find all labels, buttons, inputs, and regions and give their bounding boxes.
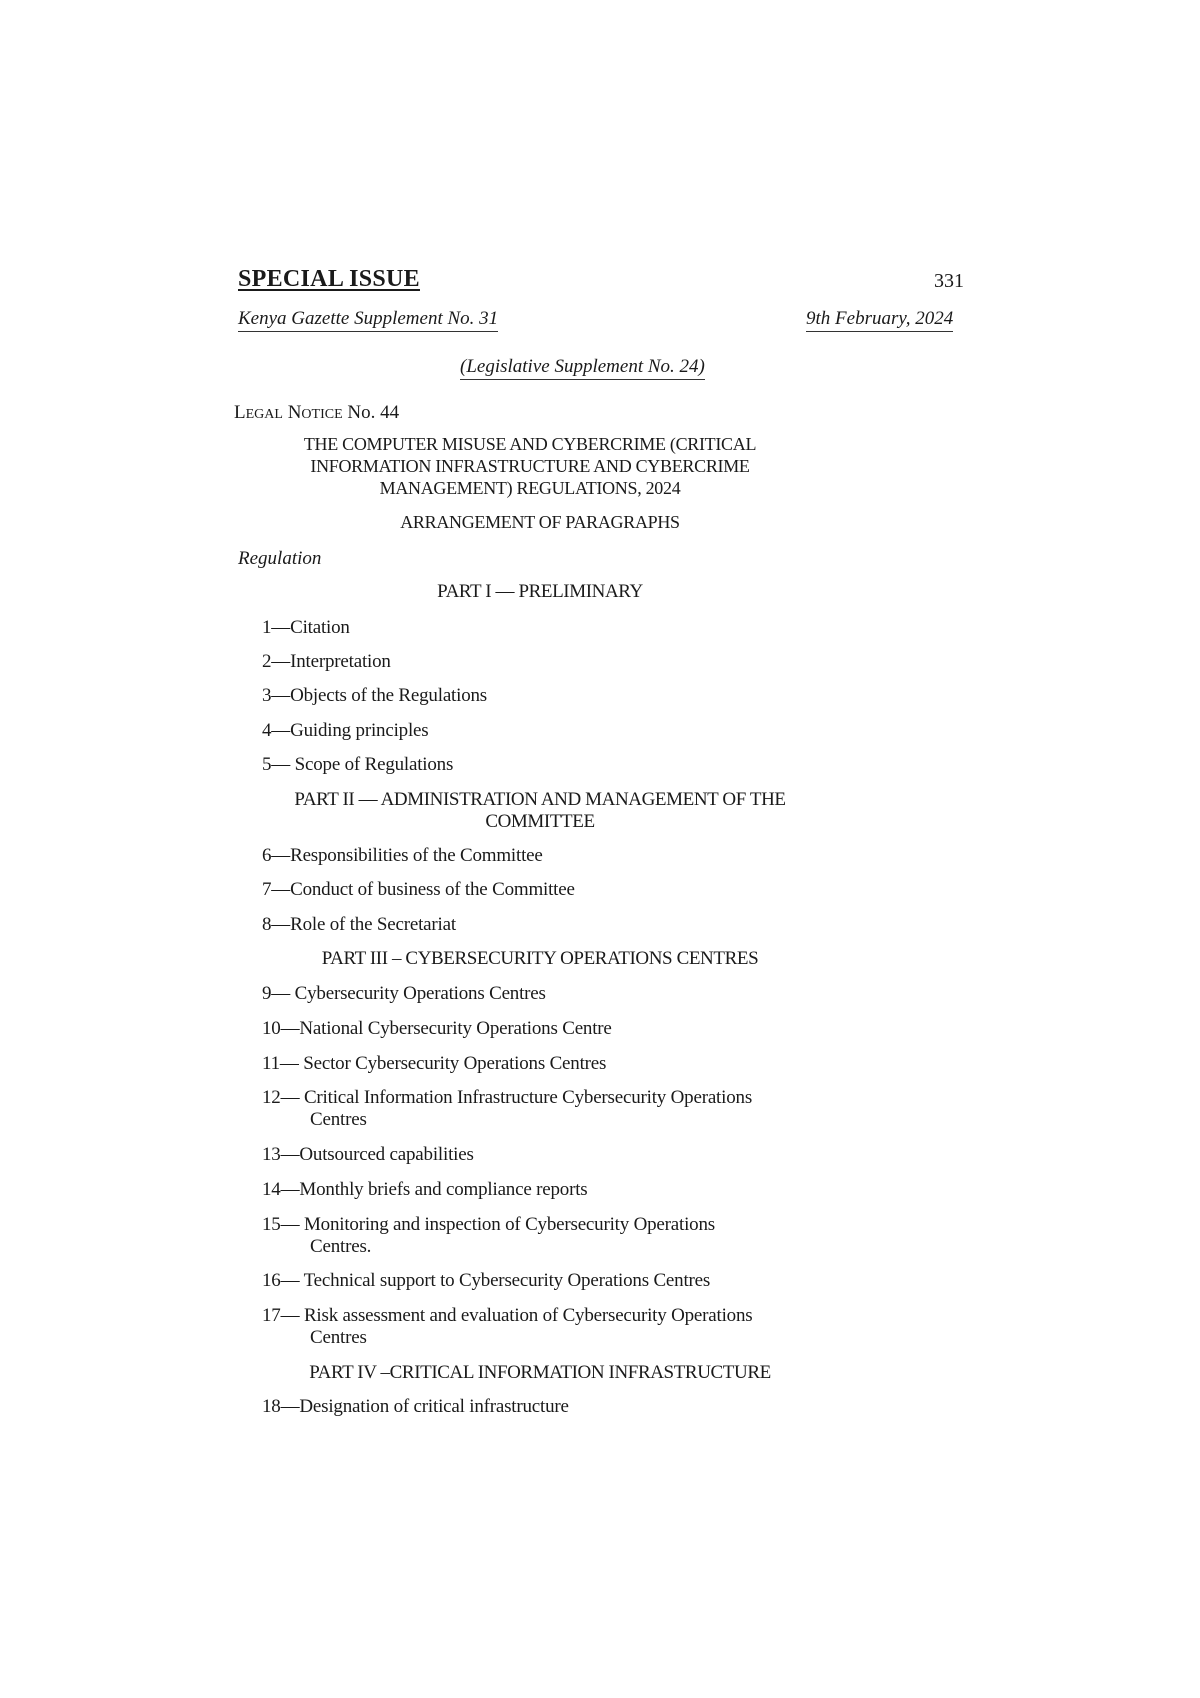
notice-number: No. 44 <box>342 402 400 423</box>
title-line-1: THE COMPUTER MISUSE AND CYBERCRIME (CRITICAL <box>303 434 757 454</box>
toc-entry-text: 12— Critical Information Infrastructure Cybersecurity Operations <box>262 1087 753 1108</box>
title-line-2: INFORMATION INFRASTRUCTURE AND CYBERCRIME <box>310 456 750 476</box>
notice-letter-n: N <box>282 402 302 423</box>
part-1-heading: PART I — PRELIMINARY <box>437 581 643 602</box>
toc-entry: 7—Conduct of business of the Committee <box>262 879 575 900</box>
part-2-heading <box>250 789 830 833</box>
toc-entry: 10—National Cybersecurity Operations Centre <box>262 1018 612 1039</box>
toc-entry: 5— Scope of Regulations <box>262 754 454 775</box>
toc-entry: 16— Technical support to Cybersecurity Operations Centres <box>262 1270 711 1291</box>
toc-entry: 13—Outsourced capabilities <box>262 1144 474 1165</box>
toc-entry-continuation: Centres <box>310 1109 367 1130</box>
notice-letter-l: L <box>234 402 246 423</box>
regulations-title <box>250 433 810 499</box>
toc-entry: 8—Role of the Secretariat <box>262 914 456 935</box>
toc-entry: 18—Designation of critical infrastructure <box>262 1396 569 1417</box>
page-number: 331 <box>934 270 964 292</box>
legal-notice-number <box>234 402 399 424</box>
toc-entry: 14—Monthly briefs and compliance reports <box>262 1179 588 1200</box>
toc-entry-text: 15— Monitoring and inspection of Cybersecurity Operations <box>262 1214 715 1235</box>
notice-letters-otice: OTICE <box>301 407 343 422</box>
toc-entry: 11— Sector Cybersecurity Operations Centres <box>262 1053 607 1074</box>
publication-date: 9th February, 2024 <box>806 308 953 332</box>
part-2-heading-line-1: PART II — ADMINISTRATION AND MANAGEMENT OF THE <box>294 789 786 810</box>
regulation-column-label: Regulation <box>238 548 322 569</box>
toc-entry <box>262 1087 752 1131</box>
part-4-heading: PART IV –CRITICAL INFORMATION INFRASTRUCTURE <box>309 1362 771 1383</box>
toc-entry: 1—Citation <box>262 617 350 638</box>
toc-entry: 9— Cybersecurity Operations Centres <box>262 983 546 1004</box>
legislative-supplement-label: (Legislative Supplement No. 24) <box>460 356 705 380</box>
toc-entry: 4—Guiding principles <box>262 720 429 741</box>
toc-entry-text: 17— Risk assessment and evaluation of Cybersecurity Operations <box>262 1305 753 1326</box>
toc-entry: 3—Objects of the Regulations <box>262 685 487 706</box>
part-3-heading: PART III – CYBERSECURITY OPERATIONS CENTRES <box>321 948 759 969</box>
special-issue-heading: SPECIAL ISSUE <box>238 266 420 292</box>
toc-entry-continuation: Centres <box>310 1327 367 1348</box>
part-2-heading-line-2: COMMITTEE <box>485 811 595 832</box>
title-line-3: MANAGEMENT) REGULATIONS, 2024 <box>379 478 681 498</box>
gazette-supplement-label: Kenya Gazette Supplement No. 31 <box>238 308 498 332</box>
toc-entry <box>262 1214 715 1258</box>
toc-entry: 2—Interpretation <box>262 651 391 672</box>
toc-entry <box>262 1305 752 1349</box>
notice-letters-egal: EGAL <box>245 407 283 422</box>
arrangement-heading: ARRANGEMENT OF PARAGRAPHS <box>400 512 680 532</box>
toc-entry-continuation: Centres. <box>310 1236 372 1257</box>
toc-entry: 6—Responsibilities of the Committee <box>262 845 543 866</box>
